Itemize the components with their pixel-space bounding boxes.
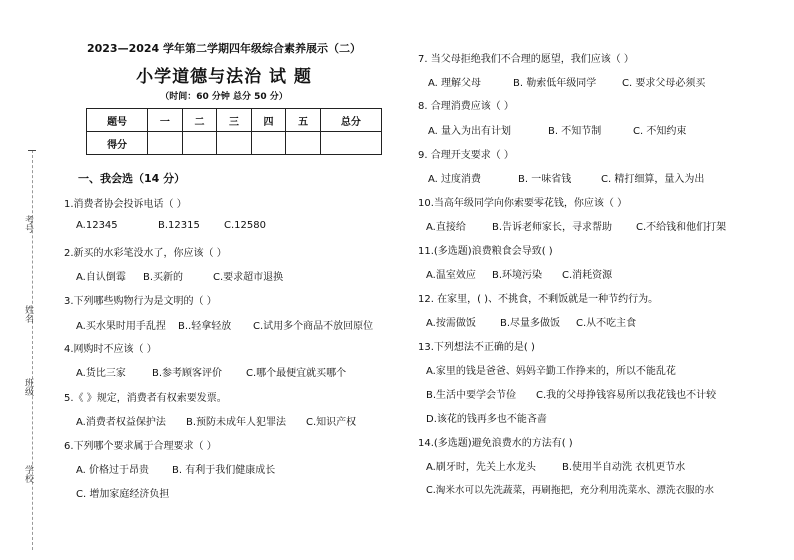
margin-label-class: 班级: [23, 378, 33, 396]
option: C.从不吃主食: [576, 318, 637, 329]
score-row-label: 得分: [87, 132, 148, 155]
left-column: [64, 40, 384, 102]
score-header: 五: [286, 109, 321, 132]
option: B. 不知节制: [548, 126, 602, 137]
score-header: 总分: [320, 109, 381, 132]
margin-label-school: 学校: [23, 465, 33, 483]
question-11: 11.(多选题)浪费粮食会导致( ): [418, 246, 553, 257]
option: A. 过度消费: [428, 174, 482, 185]
option: B.预防未成年人犯罪法: [186, 417, 287, 428]
option: B.生活中要学会节俭: [426, 390, 517, 401]
option: C.不给钱和他们打架: [636, 222, 727, 233]
option: B. 勒索低年级同学: [513, 78, 597, 89]
option: C.我的父母挣钱容易所以我花钱也不计较: [536, 390, 717, 401]
question-6: 6.下列哪个要求属于合理要求（ ）: [64, 441, 217, 452]
option: C. 增加家庭经济负担: [76, 489, 170, 500]
option: A.12345: [76, 220, 118, 231]
option: B..轻拿轻放: [178, 321, 232, 332]
margin-tick: [28, 150, 36, 151]
option: C. 不知约束: [633, 126, 687, 137]
option: A. 理解父母: [428, 78, 482, 89]
cut-line: [32, 150, 33, 550]
option: C.12580: [224, 220, 266, 231]
subject-title: 小学道德与法治 试 题: [136, 67, 312, 87]
question-2: 2.新买的水彩笔没水了，你应该（ ）: [64, 248, 227, 259]
question-3: 3.下列哪些购物行为是文明的（ ）: [64, 296, 217, 307]
option: C. 要求父母必须买: [622, 78, 706, 89]
option: A.消费者权益保护法: [76, 417, 166, 428]
question-4: 4.网购时不应该（ ）: [64, 344, 157, 355]
score-table-header-row: [87, 109, 382, 132]
option: A. 价格过于昂贵: [76, 465, 150, 476]
question-12: 12. 在家里，( )、不挑食，不剩饭就是一种节约行为。: [418, 294, 659, 305]
margin-label-name: 姓名: [23, 305, 33, 323]
option: A.温室效应: [426, 270, 476, 281]
margin-label-exam-no: 考号: [23, 215, 33, 233]
option: A.按需做饭: [426, 318, 476, 329]
option: C.淘米水可以先洗蔬菜，再刷拖把，充分利用洗菜水、漂洗衣服的水: [426, 485, 714, 496]
score-cell[interactable]: [182, 132, 217, 155]
option: A.自认倒霉: [76, 272, 126, 283]
option: A. 量入为出有计划: [428, 126, 512, 137]
score-cell[interactable]: [286, 132, 321, 155]
option: B.使用半自动洗 衣机更节水: [562, 462, 686, 473]
option: B.告诉老师家长，寻求帮助: [492, 222, 613, 233]
option: C.要求超市退换: [213, 272, 284, 283]
option: A.家里的钱是爸爸、妈妈辛勤工作挣来的，所以不能乱花: [426, 366, 676, 377]
option: A.直接给: [426, 222, 466, 233]
question-5: 5.《 》规定，消费者有权索要发票。: [64, 393, 227, 404]
option: A.货比三家: [76, 368, 126, 379]
score-cell[interactable]: [148, 132, 183, 155]
option: B.环境污染: [492, 270, 543, 281]
option: C. 精打细算，量入为出: [601, 174, 705, 185]
score-table: [86, 108, 382, 155]
option: C.试用多个商品不放回原位: [253, 321, 374, 332]
option: A.买水果时用手乱捏: [76, 321, 166, 332]
question-10: 10.当高年级同学向你索要零花钱，你应该（ ）: [418, 198, 628, 209]
time-info: （时间：60 分钟 总分 50 分）: [160, 92, 288, 102]
score-cell[interactable]: [251, 132, 286, 155]
score-cell[interactable]: [217, 132, 252, 155]
option: B. 一味省钱: [518, 174, 572, 185]
score-header: 一: [148, 109, 183, 132]
option: A.刷牙时，先关上水龙头: [426, 462, 536, 473]
score-cell[interactable]: [320, 132, 381, 155]
exam-title: 2023—2024 学年第二学期四年级综合素养展示（二）: [86, 42, 362, 55]
option: B.12315: [158, 220, 200, 231]
option: B. 有利于我们健康成长: [172, 465, 276, 476]
option: B.尽量多做饭: [500, 318, 561, 329]
option: C.哪个最便宜就买哪个: [246, 368, 347, 379]
binding-margin: [0, 0, 60, 560]
option: B.买新的: [143, 272, 184, 283]
score-header: 四: [251, 109, 286, 132]
option: C.消耗资源: [562, 270, 613, 281]
option: C.知识产权: [306, 417, 357, 428]
score-table-score-row: [87, 132, 382, 155]
section-one-heading: 一、我会选（14 分）: [78, 172, 186, 185]
question-9: 9. 合理开支要求（ ）: [418, 150, 514, 161]
question-1: 1.消费者协会投诉电话（ ）: [64, 199, 187, 210]
score-header: 三: [217, 109, 252, 132]
question-13: 13.下列想法不正确的是( ): [418, 342, 535, 353]
question-7: 7. 当父母拒绝我们不合理的愿望，我们应该（ ）: [418, 54, 634, 65]
score-header: 二: [182, 109, 217, 132]
question-14: 14.(多选题)避免浪费水的方法有( ): [418, 438, 573, 449]
option: D.该花的钱再多也不能吝啬: [426, 414, 547, 425]
question-8: 8. 合理消费应该（ ）: [418, 101, 514, 112]
score-header: 题号: [87, 109, 148, 132]
option: B.参考顾客评价: [152, 368, 223, 379]
